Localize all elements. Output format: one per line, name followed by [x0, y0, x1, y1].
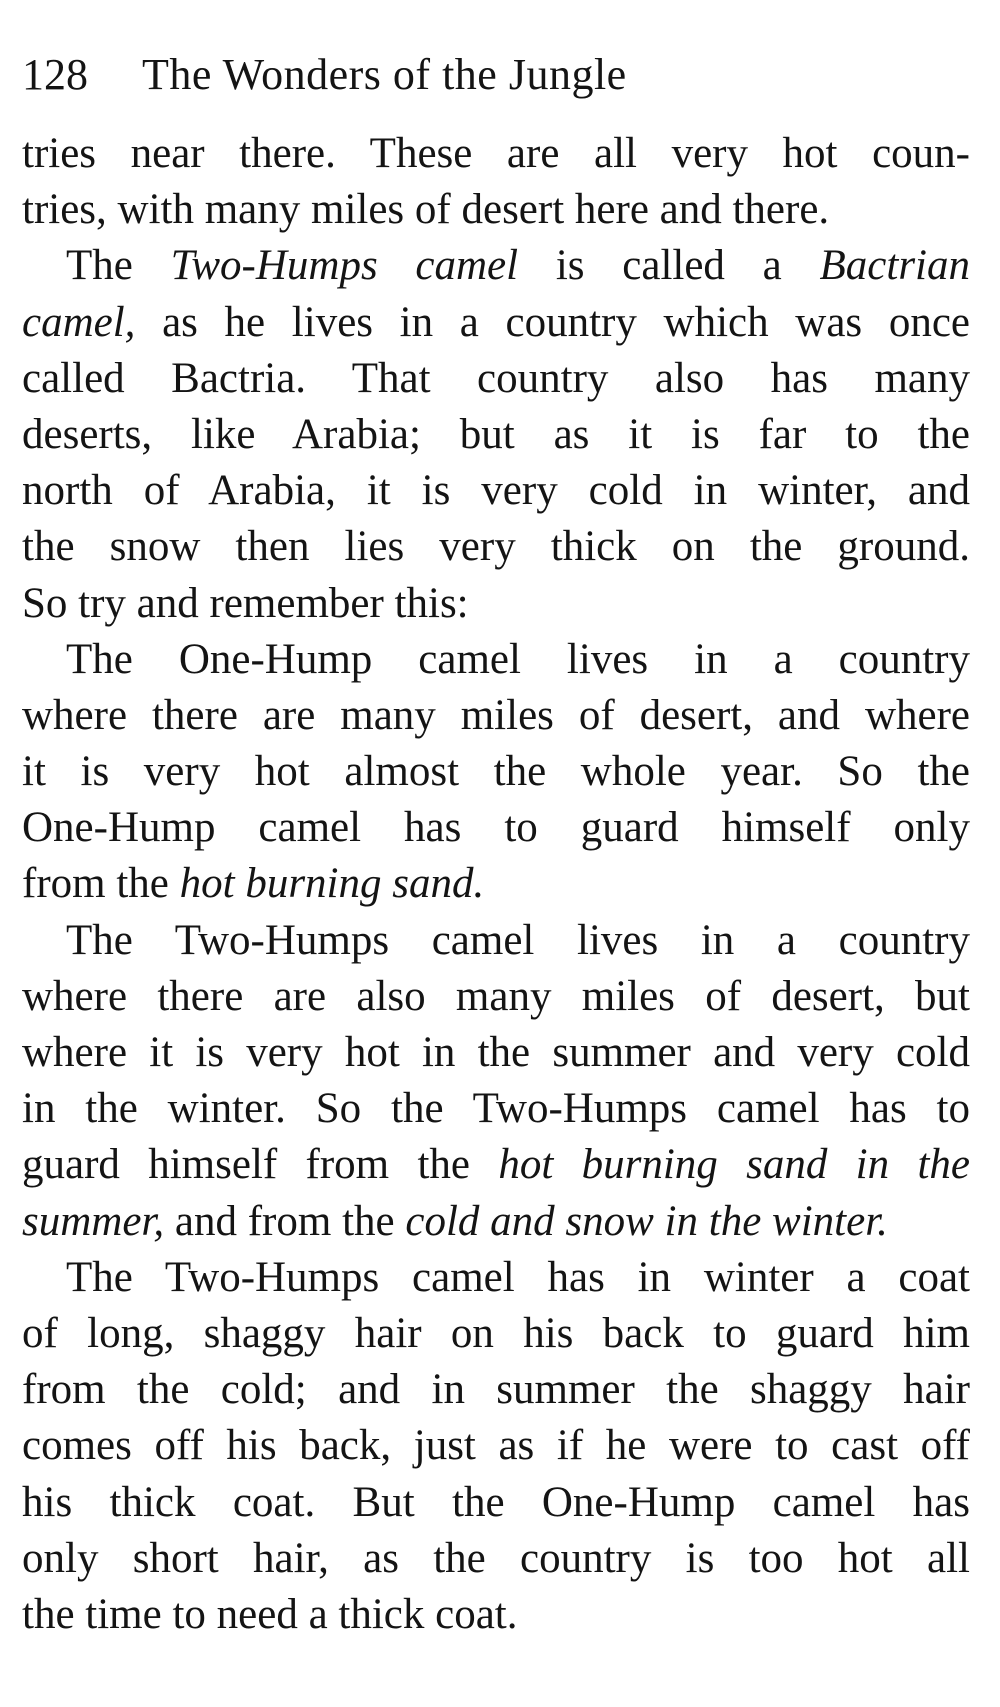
italic-text: cold and snow in the winter. [405, 1197, 888, 1245]
text-line [22, 1137, 970, 1193]
text-run: in the winter. So the Two-Humps camel has to [22, 1085, 970, 1133]
text-line [22, 1081, 970, 1137]
text-line [22, 1587, 970, 1643]
text-run: from the cold; and in summer the shaggy hair [22, 1366, 970, 1414]
text-line [22, 1306, 970, 1362]
text-run: his thick coat. But the One-Hump camel has [22, 1478, 970, 1526]
text-line [22, 800, 970, 856]
running-title: The Wonders of the Jungle [142, 50, 627, 99]
italic-text: hot burning sand in the [498, 1141, 970, 1189]
text-run: where it is very hot in the summer and very cold [22, 1029, 970, 1076]
text-run: from the [22, 860, 180, 908]
text-line [22, 238, 970, 294]
text-line [22, 407, 970, 463]
text-run: the snow then lies very thick on the ground. [22, 523, 970, 571]
italic-text: summer, [22, 1197, 165, 1245]
text-line [22, 856, 970, 912]
text-line [22, 295, 970, 351]
text-run: One-Hump camel has to guard himself only [22, 804, 970, 852]
italic-text: Bactrian [819, 242, 970, 290]
text-run: the time to need a thick coat. [22, 1590, 518, 1638]
text-line [22, 182, 970, 238]
text-run: tries near there. These are all very hot coun- [22, 130, 970, 177]
text-run: tries, with many miles of desert here and there. [22, 186, 830, 234]
text-line [22, 632, 970, 688]
italic-text: camel, [22, 298, 136, 346]
text-line [22, 463, 970, 519]
text-line [22, 1475, 970, 1531]
text-run: it is very hot almost the whole year. So the [22, 748, 970, 796]
text-run: comes off his back, just as if he were to cast off [22, 1422, 970, 1470]
text-line [22, 688, 970, 744]
body-text [22, 126, 970, 1643]
text-run: The One-Hump camel lives in a country [66, 635, 970, 683]
text-line [22, 1418, 970, 1474]
page-header [22, 40, 627, 110]
text-run: The [66, 242, 171, 290]
italic-text: hot burning sand. [179, 860, 485, 908]
text-run: So try and remember this: [22, 579, 469, 627]
text-run: of long, shaggy hair on his back to guard him [22, 1309, 970, 1357]
text-line [22, 744, 970, 800]
text-run: and from the [164, 1197, 406, 1245]
text-line [22, 913, 970, 969]
text-run: deserts, like Arabia; but as it is far to the [22, 410, 970, 458]
italic-text: Two-Humps camel [170, 242, 519, 290]
text-run: where there are also many miles of desert, but [22, 972, 970, 1020]
page-number: 128 [22, 50, 88, 99]
text-run: The Two-Humps camel has in winter a coat [66, 1253, 970, 1301]
text-run: as he lives in a country which was once [135, 298, 970, 346]
text-line [22, 1194, 970, 1250]
text-line [22, 126, 970, 182]
text-run: only short hair, as the country is too hot all [22, 1534, 970, 1582]
text-run: called Bactria. That country also has many [22, 354, 970, 402]
text-run: where there are many miles of desert, and where [22, 691, 970, 739]
text-line [22, 351, 970, 407]
text-run: The Two-Humps camel lives in a country [66, 916, 970, 964]
text-line [22, 1250, 970, 1306]
text-line [22, 576, 970, 632]
text-line [22, 1025, 970, 1081]
text-line [22, 1531, 970, 1587]
text-run: guard himself from the [22, 1141, 499, 1189]
text-line [22, 1362, 970, 1418]
text-line [22, 519, 970, 575]
text-run: north of Arabia, it is very cold in winter, and [22, 467, 970, 515]
text-run: is called a [518, 242, 820, 290]
text-line [22, 969, 970, 1025]
